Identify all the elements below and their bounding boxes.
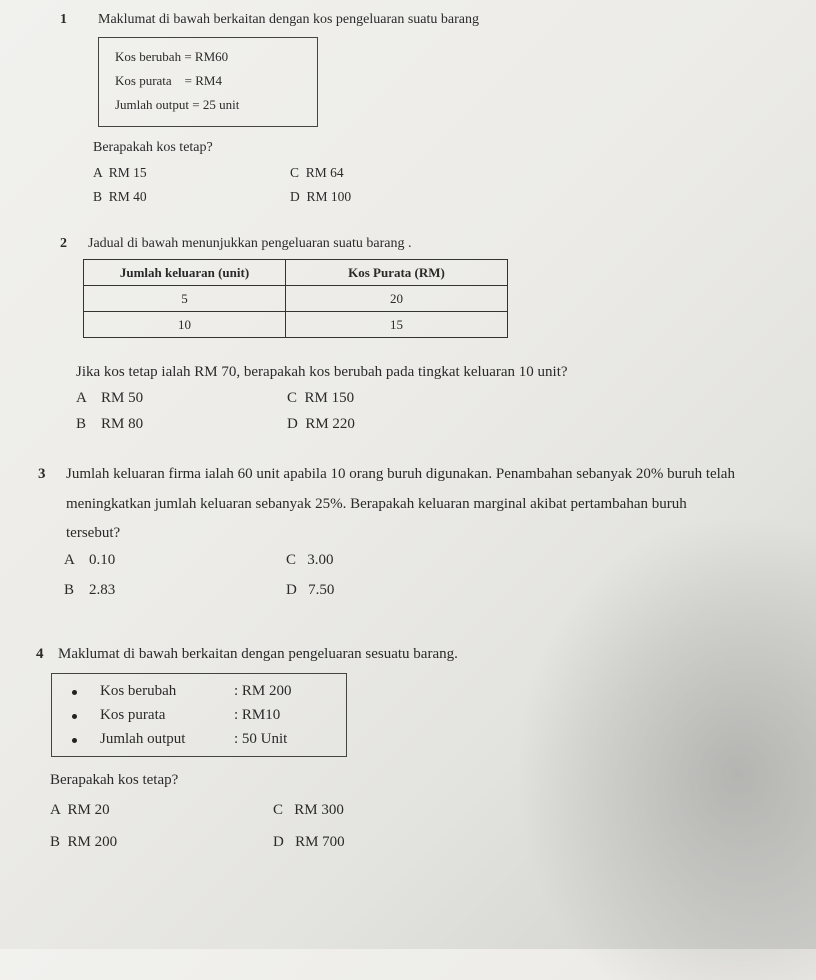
q4-option-a: A RM 20 [50,802,110,818]
q3-option-b: B 2.83 [64,582,116,598]
q3-text-line-3: tersebut? [66,525,121,541]
q3-text-line-1: Jumlah keluaran firma ialah 60 unit apabila 10 orang buruh digunakan. Penambahan sebanyak 20% buruh telah [66,466,735,482]
q3-option-c: C 3.00 [286,552,334,568]
table-cell: 20 [286,286,508,312]
q1-option-a: A RM 15 [93,165,147,180]
camera-shadow [520,520,816,980]
table-row [84,312,508,338]
q2-option-b: B RM 80 [76,416,144,432]
q3-option-a: A 0.10 [64,552,116,568]
table-header: Jumlah keluaran (unit) [84,260,286,286]
q1-text: Maklumat di bawah berkaitan dengan kos pengeluaran suatu barang [98,12,479,27]
q2-text: Jadual di bawah menunjukkan pengeluaran suatu barang . [88,236,412,251]
table-row [84,286,508,312]
table-header-row [84,260,508,286]
q1-option-d: D RM 100 [290,189,352,204]
q4-option-b: B RM 200 [50,834,118,850]
q1-option-b: B RM 40 [93,189,147,204]
q4-info-label: Jumlah output [100,731,186,747]
q2-question: Jika kos tetap ialah RM 70, berapakah kos berubah pada tingkat keluaran 10 unit? [76,364,568,380]
q4-info-box [51,673,347,757]
q2-number: 2 [60,236,67,251]
q4-text: Maklumat di bawah berkaitan dengan pengeluaran sesuatu barang. [58,646,458,662]
q4-info-value: : 50 Unit [234,731,288,747]
q4-option-c: C RM 300 [273,802,344,818]
bullet-icon [72,690,77,695]
q4-info-value: : RM10 [234,707,281,723]
q1-info-box [98,37,318,127]
table-header: Kos Purata (RM) [286,260,508,286]
q2-option-c: C RM 150 [287,390,355,406]
q4-info-label: Kos purata [100,707,166,723]
q1-info-jumlah-output: Jumlah output = 25 unit [115,97,240,112]
q3-option-d: D 7.50 [286,582,335,598]
q2-option-a: A RM 50 [76,390,144,406]
q1-question: Berapakah kos tetap? [93,140,213,155]
q3-text-line-2: meningkatkan jumlah keluaran sebanyak 25%. Berapakah keluaran marginal akibat pertambahan buruh [66,496,687,512]
q4-option-d: D RM 700 [273,834,345,850]
table-cell: 15 [286,312,508,338]
q4-number: 4 [36,646,44,662]
table-cell: 10 [84,312,286,338]
q1-info-kos-purata: Kos purata = RM4 [115,73,222,88]
q1-info-kos-berubah: Kos berubah = RM60 [115,49,229,64]
q3-number: 3 [38,466,46,482]
bullet-icon [72,738,77,743]
q2-option-d: D RM 220 [287,416,355,432]
q2-table [83,259,508,338]
q4-info-value: : RM 200 [234,683,292,699]
q1-number: 1 [60,12,67,27]
q4-info-label: Kos berubah [100,683,177,699]
bullet-icon [72,714,77,719]
q4-question: Berapakah kos tetap? [50,772,179,788]
q1-option-c: C RM 64 [290,165,344,180]
table-cell: 5 [84,286,286,312]
